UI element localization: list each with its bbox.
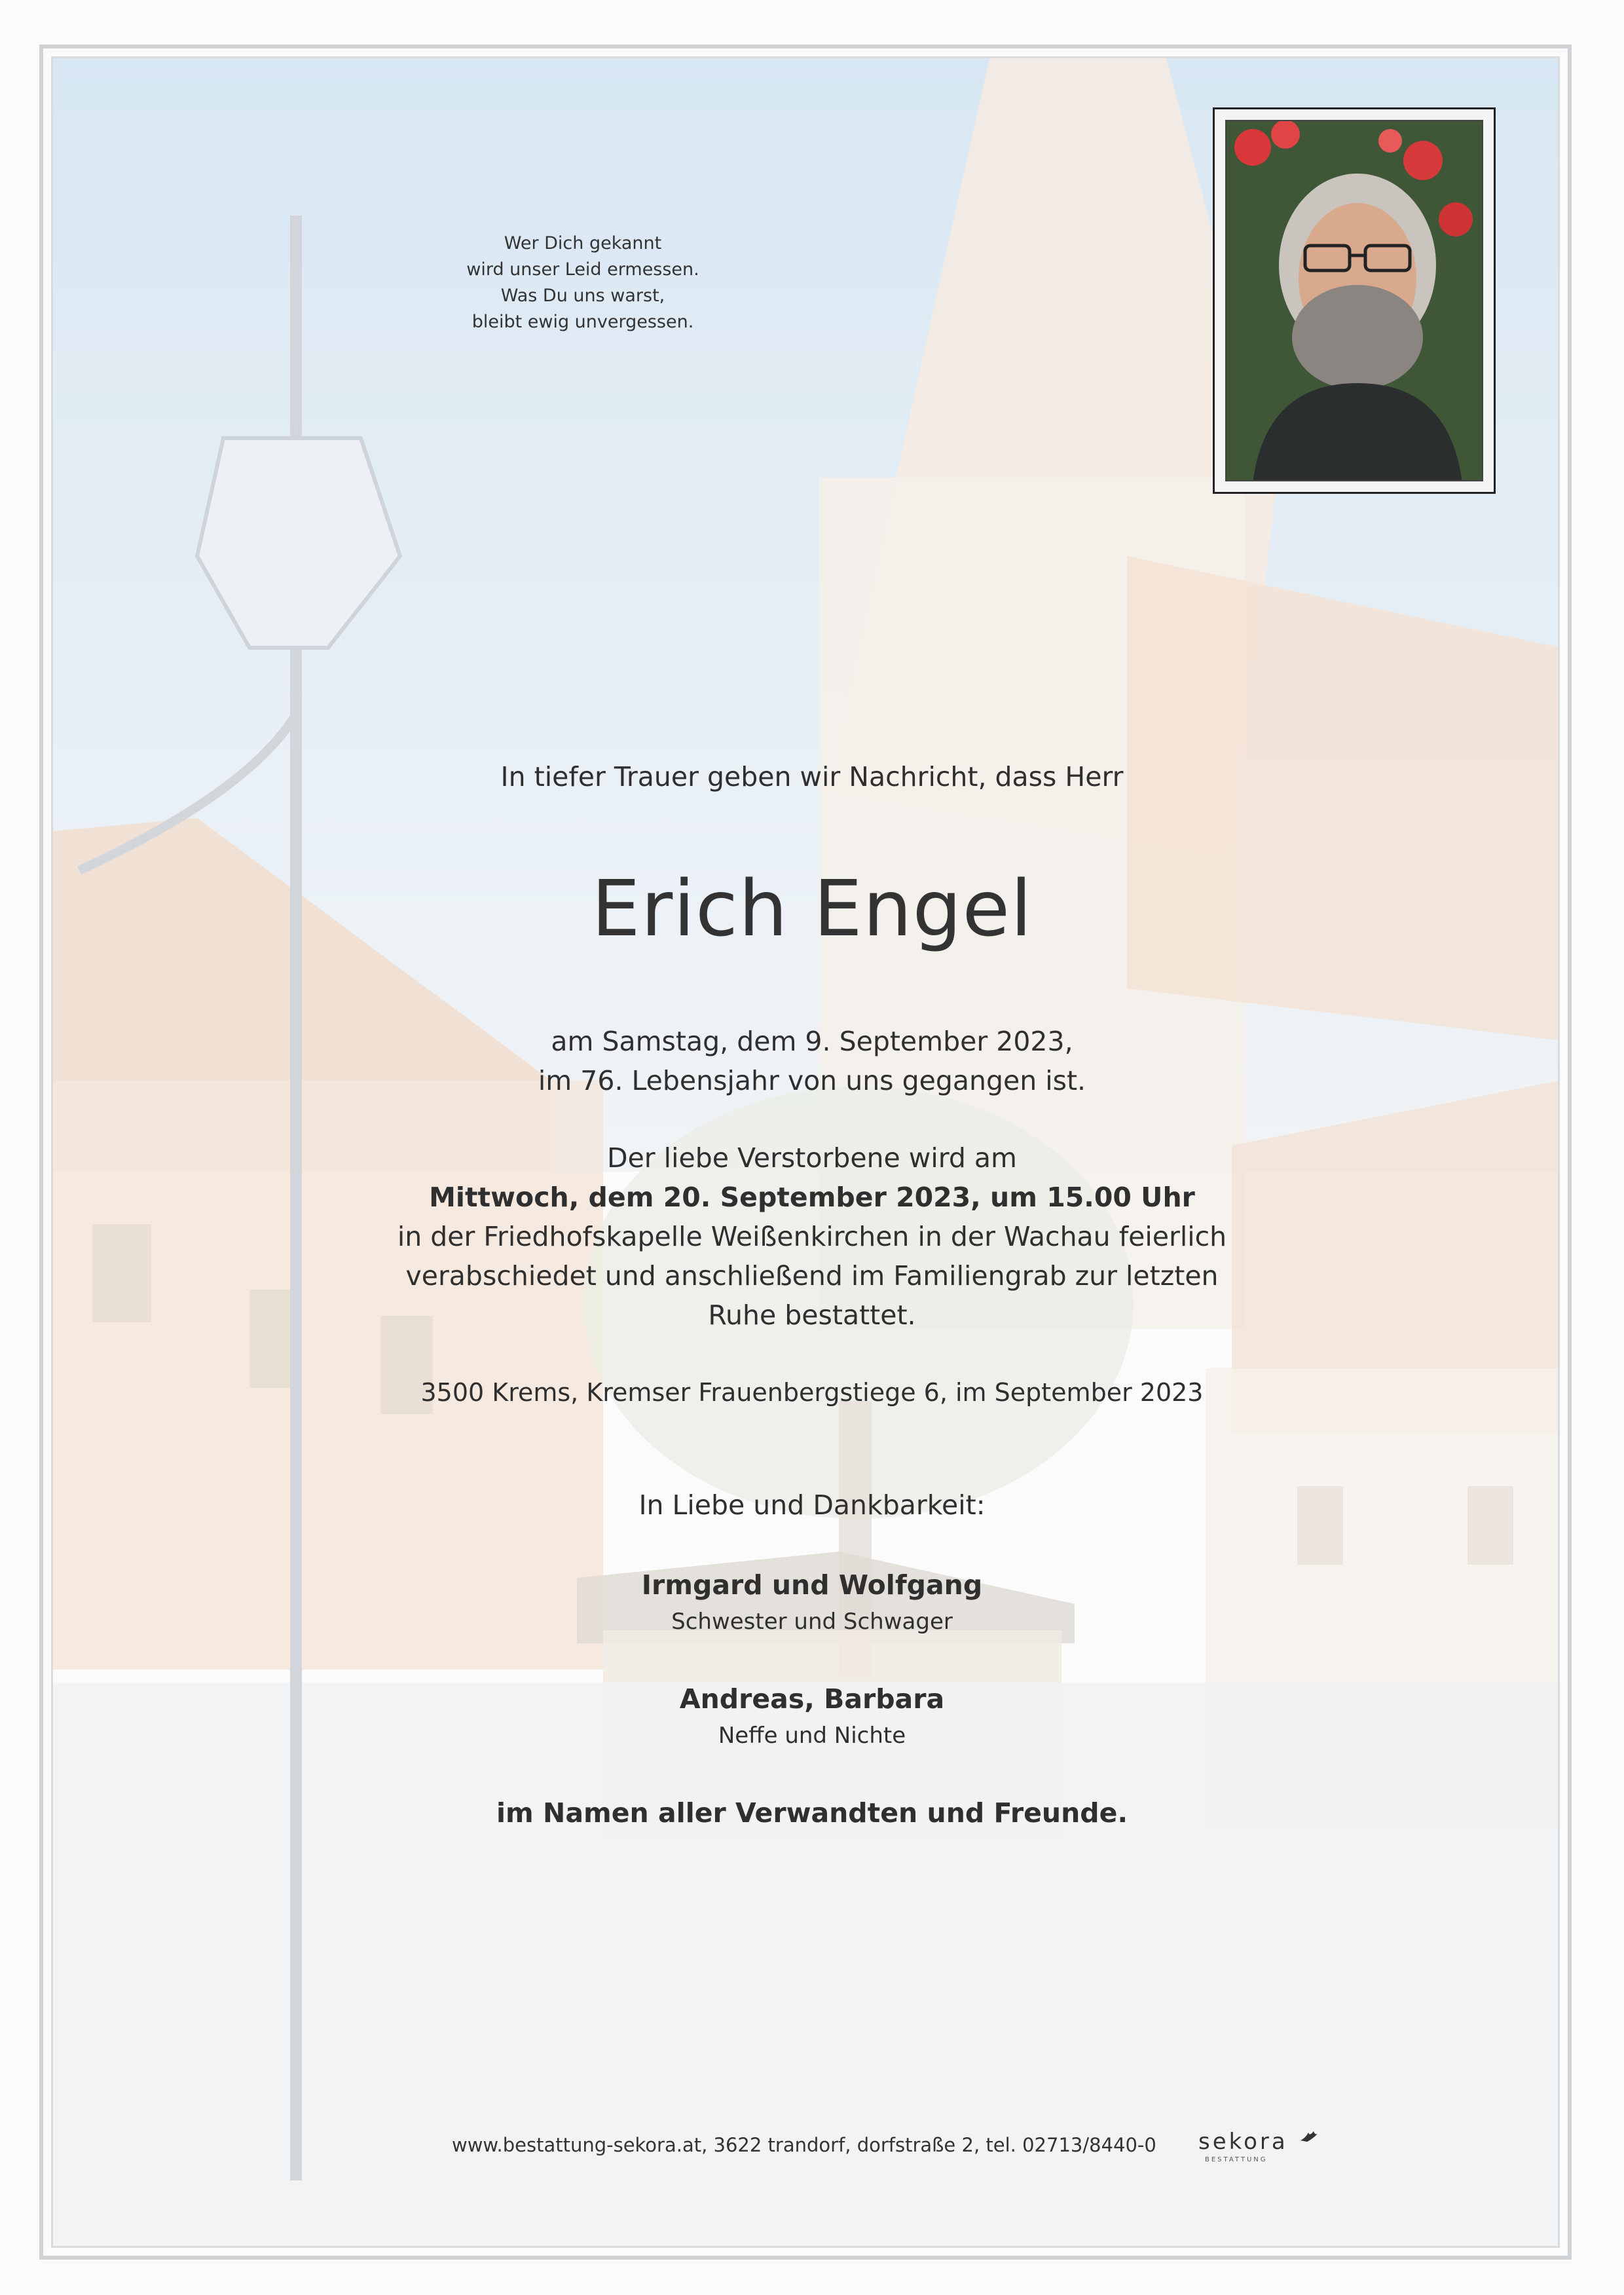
ceremony-line: in der Friedhofskapelle Weißenkirchen in der Wachau feierlich <box>397 1221 1227 1252</box>
portrait-photo <box>1225 120 1483 481</box>
verse-line: Was Du uns warst, <box>500 286 665 306</box>
company-logo <box>1198 2129 1319 2155</box>
mourner-relation: Schwester und Schwager <box>671 1609 953 1635</box>
verse-line: Wer Dich gekannt <box>504 233 662 253</box>
intro-text: In tiefer Trauer geben wir Nachricht, dass Herr <box>500 761 1124 793</box>
ceremony-line: Ruhe bestattet. <box>708 1299 916 1331</box>
ceremony-line: verabschiedet und anschließend im Familiengrab zur letzten <box>405 1260 1219 1292</box>
deceased-name: Erich Engel <box>591 863 1033 954</box>
portrait-illustration <box>1227 121 1483 481</box>
memorial-verse <box>406 231 760 335</box>
bird-icon <box>1299 2129 1319 2144</box>
ceremony-lead: Der liebe Verstorbene wird am <box>607 1142 1017 1174</box>
age-line: im 76. Lebensjahr von uns gegangen ist. <box>538 1065 1086 1096</box>
mourner-names: Irmgard und Wolfgang <box>641 1569 983 1601</box>
logo-text: sekora <box>1198 2129 1288 2155</box>
death-date-line: am Samstag, dem 9. September 2023, <box>551 1026 1073 1057</box>
address-line: 3500 Krems, Kremser Frauenbergstiege 6, im September 2023 <box>420 1378 1204 1407</box>
verse-line: bleibt ewig unvergessen. <box>471 312 694 332</box>
mourner-names: Andreas, Barbara <box>679 1683 945 1715</box>
ceremony-date: Mittwoch, dem 20. September 2023, um 15.00 Uhr <box>429 1182 1195 1213</box>
closing-line: im Namen aller Verwandten und Freunde. <box>496 1797 1128 1829</box>
logo-subtext: BESTATTUNG <box>1205 2156 1268 2163</box>
thanks-line: In Liebe und Dankbarkeit: <box>638 1489 986 1521</box>
mourner-relation: Neffe und Nichte <box>718 1723 906 1749</box>
verse-line: wird unser Leid ermessen. <box>466 259 699 280</box>
footer-contact: www.bestattung-sekora.at, 3622 trandorf, dorfstraße 2, tel. 02713/8440-0 <box>452 2134 1156 2156</box>
portrait-frame <box>1213 107 1496 494</box>
